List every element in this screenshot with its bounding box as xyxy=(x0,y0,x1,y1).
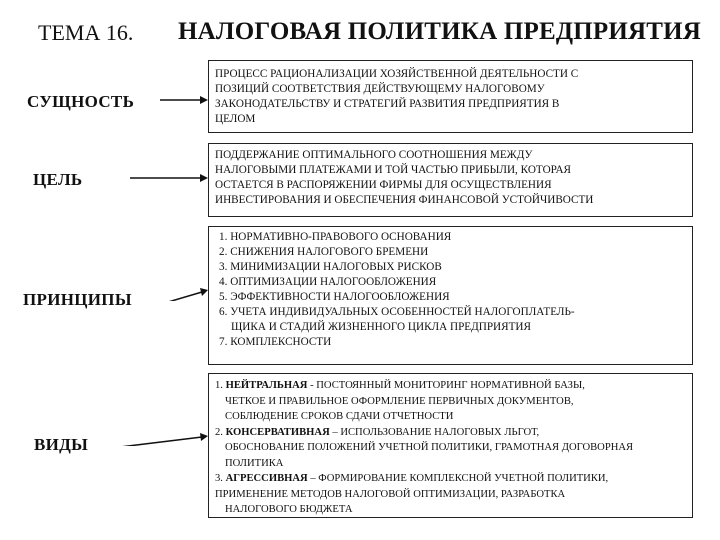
principle-item: 3. МИНИМИЗАЦИИ НАЛОГОВЫХ РИСКОВ xyxy=(219,261,442,273)
principle-item: 4. ОПТИМИЗАЦИИ НАЛОГООБЛОЖЕНИЯ xyxy=(219,276,437,288)
goal-arrow-icon xyxy=(130,171,208,185)
page-title: НАЛОГОВАЯ ПОЛИТИКА ПРЕДПРИЯТИЯ xyxy=(178,18,702,45)
type-neutral-desc: ПОСТОЯННЫЙ МОНИТОРИНГ НОРМАТИВНОЙ БАЗЫ, xyxy=(316,380,585,391)
type-conservative-number: 2. xyxy=(215,426,223,438)
essence-line: ЦЕЛОМ xyxy=(215,113,256,125)
type-conservative-desc: ИСПОЛЬЗОВАНИЕ НАЛОГОВЫХ ЛЬГОТ, xyxy=(340,426,540,438)
goal-line: ИНВЕСТИРОВАНИЯ И ОБЕСПЕЧЕНИЯ ФИНАНСОВОЙ УСТОЙЧИВОСТИ xyxy=(215,194,594,206)
goal-line: ОСТАЕТСЯ В РАСПОРЯЖЕНИИ ФИРМЫ ДЛЯ ОСУЩЕСТВЛЕНИЯ xyxy=(215,179,552,191)
essence-label: СУЩНОСТЬ xyxy=(27,92,135,111)
type-conservative-name: КОНСЕРВАТИВНАЯ xyxy=(225,426,330,438)
type-conservative-desc: ОБОСНОВАНИЕ ПОЛОЖЕНИЙ УЧЕТНОЙ ПОЛИТИКИ, ГРАМОТНАЯ ДОГОВОРНАЯ xyxy=(225,442,634,453)
goal-label: ЦЕЛЬ xyxy=(33,170,83,189)
type-aggressive-name: АГРЕССИВНАЯ xyxy=(225,473,308,484)
type-neutral-heading xyxy=(215,378,686,394)
type-neutral-desc: ЧЕТКОЕ И ПРАВИЛЬНОЕ ОФОРМЛЕНИЕ ПЕРВИЧНЫХ ДОКУМЕНТОВ, xyxy=(225,395,574,407)
types-arrow-icon xyxy=(112,432,208,446)
essence-line: ЗАКОНОДАТЕЛЬСТВУ И СТРАТЕГИЙ РАЗВИТИЯ ПРЕДПРИЯТИЯ В xyxy=(215,98,560,110)
principles-box xyxy=(208,226,693,365)
type-conservative-desc: ПОЛИТИКА xyxy=(225,457,284,469)
topic-number: ТЕМА 16. xyxy=(38,20,134,45)
type-aggressive-desc: ПРИМЕНЕНИЕ МЕТОДОВ НАЛОГОВОЙ ОПТИМИЗАЦИИ, РАЗРАБОТКА xyxy=(215,488,566,500)
type-conservative-separator: – xyxy=(329,426,341,438)
principle-item: ЩИКА И СТАДИЙ ЖИЗНЕННОГО ЦИКЛА ПРЕДПРИЯТИЯ xyxy=(231,321,531,333)
principles-arrow-icon xyxy=(158,287,208,301)
principle-item: 1. НОРМАТИВНО-ПРАВОВОГО ОСНОВАНИЯ xyxy=(219,231,452,243)
goal-box xyxy=(208,143,693,217)
principles-label: ПРИНЦИПЫ xyxy=(23,290,132,309)
essence-box xyxy=(208,60,693,133)
type-aggressive-desc: ФОРМИРОВАНИЕ КОМПЛЕКСНОЙ УЧЕТНОЙ ПОЛИТИКИ, xyxy=(318,473,609,484)
principle-item: 7. КОМПЛЕКСНОСТИ xyxy=(219,336,332,348)
type-aggressive-separator: – xyxy=(307,473,319,484)
principle-item: 5. ЭФФЕКТИВНОСТИ НАЛОГООБЛОЖЕНИЯ xyxy=(219,291,450,303)
type-neutral-separator: - xyxy=(307,380,317,391)
essence-arrow-icon xyxy=(160,93,208,107)
type-aggressive-number: 3. xyxy=(215,473,223,484)
principle-item: 2. СНИЖЕНИЯ НАЛОГОВОГО БРЕМЕНИ xyxy=(219,246,429,258)
types-box xyxy=(208,373,693,518)
types-label: ВИДЫ xyxy=(34,435,89,454)
type-neutral-name: НЕЙТРАЛЬНАЯ xyxy=(225,380,308,391)
essence-line: ПРОЦЕСС РАЦИОНАЛИЗАЦИИ ХОЗЯЙСТВЕННОЙ ДЕЯТЕЛЬНОСТИ С xyxy=(215,68,579,80)
type-neutral-desc: СОБЛЮДЕНИЕ СРОКОВ СДАЧИ ОТЧЕТНОСТИ xyxy=(225,411,454,422)
type-conservative-heading xyxy=(215,425,686,441)
goal-line: НАЛОГОВЫМИ ПЛАТЕЖАМИ И ТОЙ ЧАСТЬЮ ПРИБЫЛИ, КОТОРАЯ xyxy=(215,164,571,176)
essence-line: ПОЗИЦИЙ СООТВЕТСТВИЯ ДЕЙСТВУЮЩЕМУ НАЛОГОВОМУ xyxy=(215,83,545,95)
principle-item: 6. УЧЕТА ИНДИВИДУАЛЬНЫХ ОСОБЕННОСТЕЙ НАЛОГОПЛАТЕЛЬ- xyxy=(219,306,575,318)
type-neutral-number: 1. xyxy=(215,380,223,391)
type-aggressive-desc: НАЛОГОВОГО БЮДЖЕТА xyxy=(225,504,353,515)
goal-line: ПОДДЕРЖАНИЕ ОПТИМАЛЬНОГО СООТНОШЕНИЯ МЕЖДУ xyxy=(215,149,533,161)
type-aggressive-heading xyxy=(215,471,686,487)
